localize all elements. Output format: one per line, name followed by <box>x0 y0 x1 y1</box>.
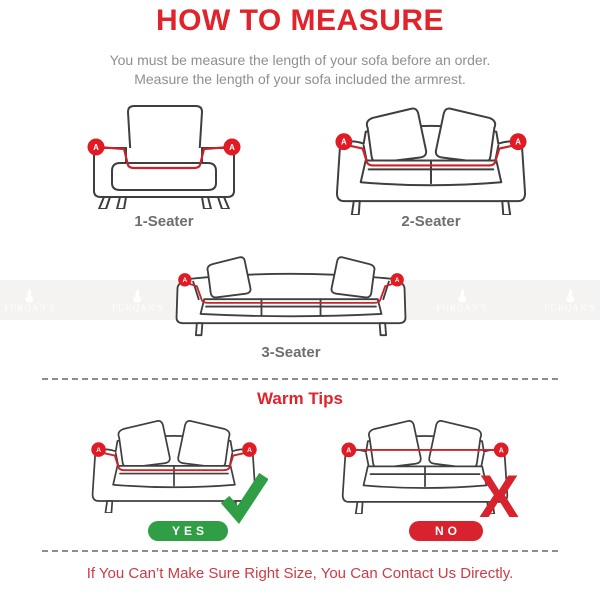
brand-flame-icon <box>564 288 577 304</box>
brand-flame-icon <box>23 288 36 304</box>
two-seater-label: 2-Seater <box>401 213 461 230</box>
measure-marker-a <box>242 442 257 457</box>
brand-watermark <box>436 288 488 313</box>
measure-marker-a <box>91 442 106 457</box>
brand-flame-icon <box>131 288 144 304</box>
measure-marker-a <box>88 139 105 156</box>
two-seater-diagram <box>332 104 530 215</box>
three-seater-label: 3-Seater <box>261 344 321 361</box>
brand-watermark <box>4 288 56 313</box>
no-badge: NO <box>409 521 483 541</box>
measure-marker-a <box>390 273 403 286</box>
measure-marker-a <box>510 133 527 150</box>
measure-marker-a <box>335 133 352 150</box>
measure-marker-a <box>178 273 191 286</box>
dashed-divider-bottom <box>42 550 558 552</box>
footer-note: If You Can’t Make Sure Right Size, You Can Contact Us Directly. <box>86 565 514 582</box>
measure-marker-a <box>341 443 356 458</box>
measure-marker-a <box>224 139 241 156</box>
brand-watermark-text: FURQAN'S <box>544 302 596 313</box>
yes-badge: YES <box>148 521 228 541</box>
brand-watermark <box>544 288 596 313</box>
page-title: HOW TO MEASURE <box>155 4 445 37</box>
correct-check-icon <box>221 473 268 526</box>
brand-watermark-text: FURQAN'S <box>112 302 164 313</box>
measure-marker-a <box>494 443 509 458</box>
brand-watermark <box>112 288 164 313</box>
one-seater-label: 1-Seater <box>134 213 194 230</box>
subtitle-line-2: Measure the length of your sofa included the armrest. <box>134 71 466 87</box>
one-seater-diagram <box>86 103 242 209</box>
brand-flame-icon <box>456 288 469 304</box>
brand-watermark-text: FURQAN'S <box>4 302 56 313</box>
wrong-x-icon: X <box>479 463 520 530</box>
warm-tips-heading: Warm Tips <box>257 389 343 408</box>
dashed-divider-top <box>42 378 558 380</box>
subtitle-line-1: You must be measure the length of your sofa before an order. <box>109 52 491 68</box>
three-seater-diagram <box>171 253 411 338</box>
brand-watermark-text: FURQAN'S <box>436 302 488 313</box>
